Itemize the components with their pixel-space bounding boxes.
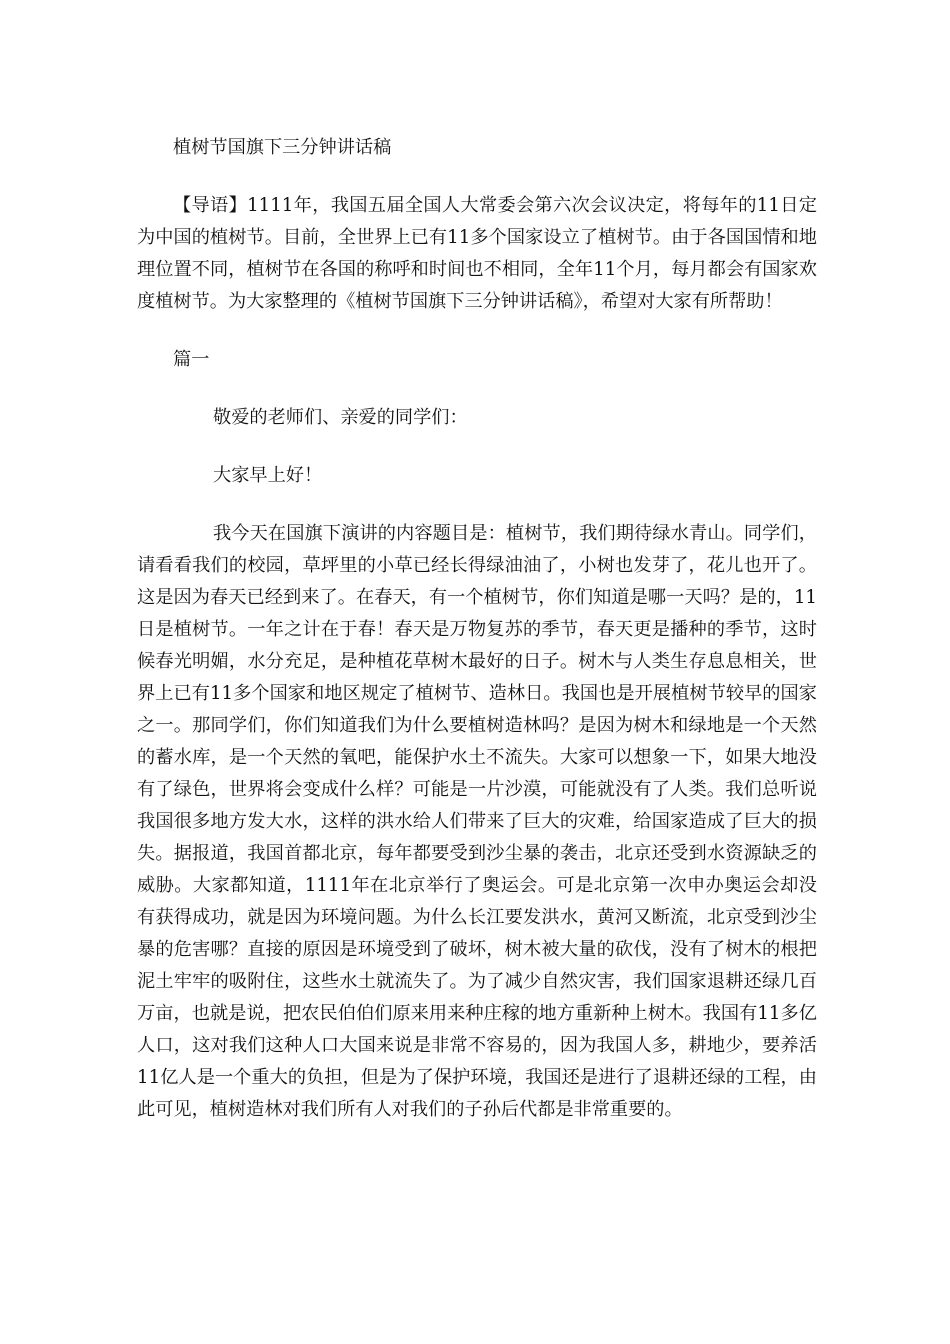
document-title: 植树节国旗下三分钟讲话稿 [173, 137, 392, 158]
speech-body-paragraph: 我今天在国旗下演讲的内容题目是：植树节，我们期待绿水青山。同学们，请看看我们的校园，草坪里的小草已经长得绿油油了，小树也发芽了，花儿也开了。这是因为春天已经到来了。在春天，有一个植树节，你们知道是哪一天吗？是的，11日是植树节。一年之计在于春！春天是万物复苏的季节，春天更是播种的季节，这时候春光明媚，水分充足，是种植花草树木最好的日子。树木与人类生存息息相关，世界上已有11多个国家和地区规定了植树节、造林日。我国也是开展植树节较早的国家之一。那同学们，你们知道我们为什么要植树造林吗？是因为树木和绿地是一个天然的蓄水库，是一个天然的氧吧，能保护水土不流失。大家可以想象一下，如果大地没有了绿色，世界将会变成什么样？可能是一片沙漠，可能就没有了人类。我们总听说我国很多地方发大水，这样的洪水给人们带来了巨大的灾难，给国家造成了巨大的损失。据报道，我国首都北京，每年都要受到沙尘暴的袭击，北京还受到水资源缺乏的威胁。大家都知道，1111年在北京举行了奥运会。可是北京第一次申办奥运会却没有获得成功，就是因为环境问题。为什么长江要发洪水，黄河又断流，北京受到沙尘暴的危害哪？直接的原因是环境受到了破坏，树木被大量的砍伐，没有了树木的根把泥土牢牢的吸附住，这些水土就流失了。为了减少自然灾害，我们国家退耕还绿几百万亩，也就是说，把农民伯伯们原来用来种庄稼的地方重新种上树木。我国有11多亿人口，这对我们这种人口大国来说是非常不容易的，因为我国人多，耕地少，要养活11亿人是一个重大的负担，但是为了保护环境，我国还是进行了退耕还绿的工程，由此可见，植树造林对我们所有人对我们的子孙后代都是非常重要的。 [137, 523, 817, 1120]
greeting-line: 大家早上好！ [213, 465, 323, 486]
section-label: 篇一 [173, 349, 210, 370]
intro-paragraph: 【导语】1111年，我国五届全国人大常委会第六次会议决定，将每年的11日定为中国的植树节。目前，全世界上已有11多个国家设立了植树节。由于各国国情和地理位置不同，植树节在各国的称呼和时间也不相同，全年11个月，每月都会有国家欢度植树节。为大家整理的《植树节国旗下三分钟讲话稿》，希望对大家有所帮助！ [137, 195, 817, 312]
document-content [137, 132, 817, 1126]
salutation-line: 敬爱的老师们、亲爱的同学们： [213, 407, 468, 428]
